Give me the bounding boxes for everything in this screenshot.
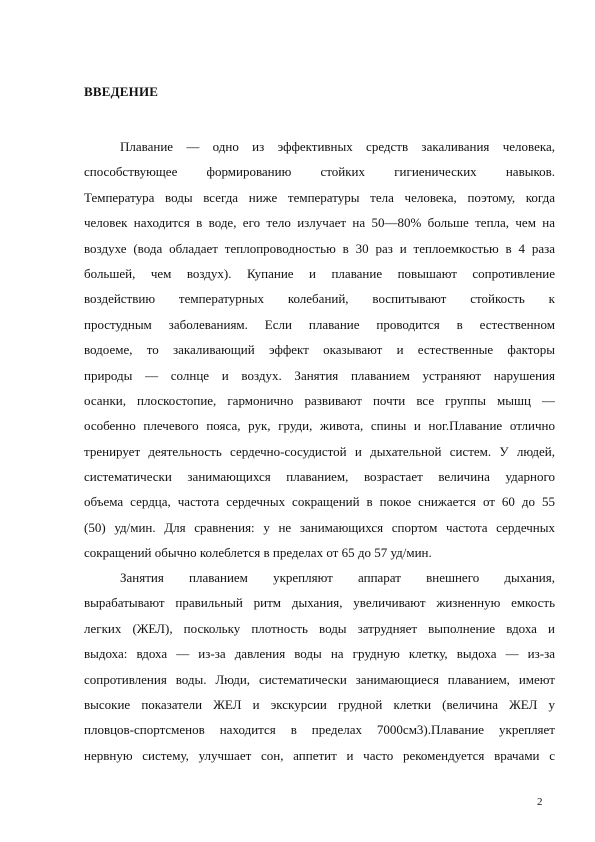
paragraph-line: Плавание — одно из эффективных средств закаливания человека,	[120, 139, 555, 154]
paragraph-line: простудным заболеваниям. Если плавание проводится в естественном	[84, 316, 555, 332]
section-heading: ВВЕДЕНИЕ	[84, 84, 159, 99]
paragraph-line: сопротивления воды. Люди, систематически занимающиеся плаванием, имеют	[84, 671, 555, 687]
paragraph-line: Температура воды всегда ниже температуры тела человека, поэтому, когда	[84, 189, 555, 205]
paragraph-line: вырабатывают правильный ритм дыхания, увеличивают жизненную емкость	[84, 595, 555, 611]
paragraph-line: человек находится в воде, его тело излучает на 50—80% больше тепла, чем на	[84, 215, 555, 231]
paragraph-line: легких (ЖЕЛ), поскольку плотность воды затрудняет выполнение вдоха и	[84, 620, 555, 636]
paragraph-line: водоеме, то закаливающий эффект оказывают и естественные факторы	[84, 342, 555, 358]
paragraph-line: осанки, плоскостопие, гармонично развивают почти все группы мышц —	[84, 392, 555, 408]
paragraph-2	[84, 565, 555, 768]
paragraph-line: высокие показатели ЖЕЛ и экскурсии грудной клетки (величина ЖЕЛ у	[84, 696, 555, 712]
paragraph-1	[84, 134, 555, 566]
paragraph-line: объема сердца, частота сердечных сокращений в покое снижается от 60 до 55	[84, 494, 555, 510]
paragraph-line: Занятия плаванием укрепляют аппарат внешнего дыхания,	[120, 570, 555, 585]
paragraph-line: тренирует деятельность сердечно-сосудистой и дыхательной систем. У людей,	[84, 443, 555, 459]
paragraph-line: воздухе (вода обладает теплопроводностью в 30 раз и теплоемкостью в 4 раза	[84, 240, 555, 256]
paragraph-line: выдоха: вдоха — из-за давления воды на грудную клетку, выдоха — из-за	[84, 646, 555, 662]
paragraph-line: природы — солнце и воздух. Занятия плаванием устраняют нарушения	[84, 367, 555, 383]
paragraph-line: систематически занимающихся плаванием, возрастает величина ударного	[84, 469, 555, 485]
paragraph-line: большей, чем воздух). Купание и плавание повышают сопротивление	[84, 265, 555, 281]
paragraph-line: способствующее формированию стойких гигиенических навыков.	[84, 164, 555, 180]
paragraph-line: (50) уд/мин. Для сравнения: у не занимающихся спортом частота сердечных	[84, 519, 555, 535]
paragraph-line: нервную систему, улучшает сон, аппетит и часто рекомендуется врачами с	[84, 747, 555, 763]
paragraph-line: пловцов-спортсменов находится в пределах 7000см3).Плавание укрепляет	[84, 722, 555, 738]
paragraph-line: воздействию температурных колебаний, воспитывают стойкость к	[84, 291, 555, 307]
page-number: 2	[537, 796, 543, 808]
paragraph-line: особенно плечевого пояса, рук, груди, живота, спины и ног.Плавание отлично	[84, 418, 555, 434]
paragraph-line: сокращений обычно колеблется в пределах от 65 до 57 уд/мин.	[84, 545, 432, 561]
